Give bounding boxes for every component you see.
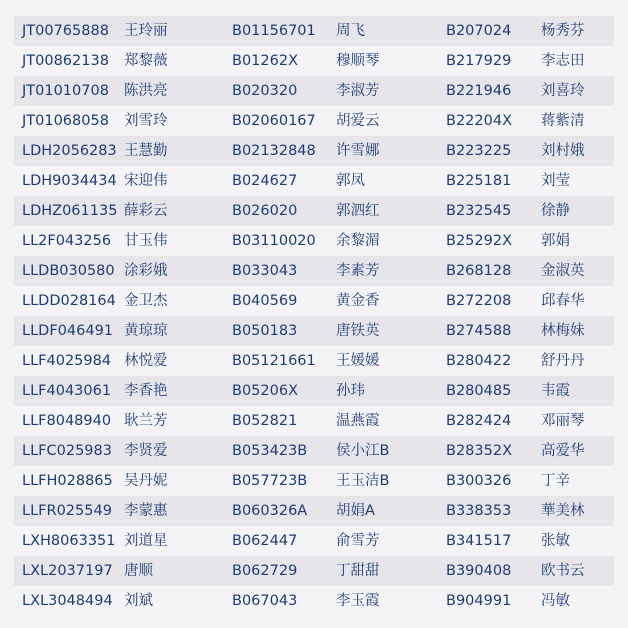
cell-name-2: 黄金香 xyxy=(336,293,380,309)
cell-id-2: B02132848 xyxy=(232,143,316,159)
cell-id-3: B28352X xyxy=(446,443,513,459)
cell-id-3: B300326 xyxy=(446,473,512,489)
cell-name-3: 刘村娥 xyxy=(541,143,585,159)
cell-id-1: LXL3048494 xyxy=(22,593,113,609)
cell-name-3: 刘莹 xyxy=(541,173,570,189)
cell-id-2: B020320 xyxy=(232,83,298,99)
cell-id-3: B282424 xyxy=(446,413,512,429)
cell-id-1: LLDF046491 xyxy=(22,323,114,339)
cell-id-1: JT00765888 xyxy=(22,23,109,39)
cell-name-1: 薛彩云 xyxy=(124,203,168,219)
table-row xyxy=(14,526,614,556)
cell-name-3: 金淑英 xyxy=(541,263,585,279)
table-row xyxy=(14,316,614,346)
cell-name-1: 李贤爱 xyxy=(124,443,168,459)
table-row xyxy=(14,46,614,76)
cell-id-1: LL2F043256 xyxy=(22,233,112,249)
table-row xyxy=(14,196,614,226)
cell-id-3: B280485 xyxy=(446,383,512,399)
cell-name-1: 林悦爱 xyxy=(124,353,168,369)
cell-id-1: LDHZ061135 xyxy=(22,203,118,219)
cell-id-3: B223225 xyxy=(446,143,512,159)
table-row xyxy=(14,496,614,526)
cell-id-1: LLF4043061 xyxy=(22,383,112,399)
table-row xyxy=(14,226,614,256)
table-row xyxy=(14,166,614,196)
cell-name-1: 吴丹妮 xyxy=(124,473,168,489)
table-row xyxy=(14,106,614,136)
table-row xyxy=(14,76,614,106)
cell-id-2: B050183 xyxy=(232,323,298,339)
name-list-table xyxy=(14,16,614,616)
cell-name-1: 唐顺 xyxy=(124,563,153,579)
cell-name-2: 胡娟A xyxy=(336,503,375,519)
cell-name-1: 金卫杰 xyxy=(124,293,168,309)
cell-name-1: 王玲丽 xyxy=(124,23,168,39)
cell-name-2: 许雪娜 xyxy=(336,143,380,159)
cell-name-2: 穆顺琴 xyxy=(336,53,380,69)
cell-name-2: 温燕霞 xyxy=(336,413,380,429)
table-row xyxy=(14,286,614,316)
cell-name-3: 高爱华 xyxy=(541,443,585,459)
cell-name-1: 李香艳 xyxy=(124,383,168,399)
cell-name-1: 涂彩娥 xyxy=(124,263,168,279)
cell-id-3: B274588 xyxy=(446,323,512,339)
cell-name-2: 李玉霞 xyxy=(336,593,380,609)
cell-id-2: B03110020 xyxy=(232,233,316,249)
table-row xyxy=(14,136,614,166)
cell-name-3: 林梅妹 xyxy=(541,323,585,339)
cell-name-1: 刘雪玲 xyxy=(124,113,168,129)
cell-id-2: B057723B xyxy=(232,473,308,489)
cell-name-3: 李志田 xyxy=(541,53,585,69)
table-row xyxy=(14,256,614,286)
cell-id-2: B062729 xyxy=(232,563,298,579)
cell-id-2: B040569 xyxy=(232,293,298,309)
table-row xyxy=(14,466,614,496)
cell-id-3: B272208 xyxy=(446,293,512,309)
cell-name-2: 李素芳 xyxy=(336,263,380,279)
cell-id-3: B217929 xyxy=(446,53,512,69)
cell-id-2: B01156701 xyxy=(232,23,316,39)
cell-id-2: B05121661 xyxy=(232,353,316,369)
cell-name-1: 刘斌 xyxy=(124,593,153,609)
cell-name-2: 李淑芳 xyxy=(336,83,380,99)
cell-id-3: B904991 xyxy=(446,593,512,609)
cell-id-1: LDH9034434 xyxy=(22,173,117,189)
cell-name-3: 徐静 xyxy=(541,203,570,219)
cell-id-3: B268128 xyxy=(446,263,512,279)
cell-name-2: 郭泗红 xyxy=(336,203,380,219)
cell-name-1: 宋迎伟 xyxy=(124,173,168,189)
cell-id-2: B062447 xyxy=(232,533,298,549)
cell-name-2: 唐铁英 xyxy=(336,323,380,339)
cell-id-3: B225181 xyxy=(446,173,512,189)
cell-id-3: B280422 xyxy=(446,353,512,369)
cell-id-3: B207024 xyxy=(446,23,512,39)
cell-name-3: 欧书云 xyxy=(541,563,585,579)
cell-name-3: 丁辛 xyxy=(541,473,570,489)
cell-id-1: LLFC025983 xyxy=(22,443,112,459)
cell-name-2: 胡爱云 xyxy=(336,113,380,129)
cell-id-1: LLDD028164 xyxy=(22,293,116,309)
cell-name-2: 周飞 xyxy=(336,23,365,39)
cell-name-2: 侯小江B xyxy=(336,443,390,459)
cell-name-2: 郭凤 xyxy=(336,173,365,189)
cell-name-3: 刘喜玲 xyxy=(541,83,585,99)
cell-name-3: 舒丹丹 xyxy=(541,353,585,369)
cell-name-3: 華美林 xyxy=(541,503,585,519)
cell-name-3: 蒋紫清 xyxy=(541,113,585,129)
cell-id-2: B053423B xyxy=(232,443,308,459)
cell-id-2: B067043 xyxy=(232,593,298,609)
cell-id-2: B052821 xyxy=(232,413,298,429)
cell-name-2: 孙玮 xyxy=(336,383,365,399)
cell-id-1: JT00862138 xyxy=(22,53,109,69)
cell-id-1: LLFR025549 xyxy=(22,503,112,519)
cell-id-1: LXL2037197 xyxy=(22,563,113,579)
cell-id-2: B026020 xyxy=(232,203,298,219)
cell-id-1: LDH2056283 xyxy=(22,143,117,159)
cell-name-1: 李蒙惠 xyxy=(124,503,168,519)
cell-id-1: JT01068058 xyxy=(22,113,109,129)
cell-name-3: 邓丽琴 xyxy=(541,413,585,429)
cell-id-1: LLF4025984 xyxy=(22,353,112,369)
cell-name-1: 耿兰芳 xyxy=(124,413,168,429)
table-row xyxy=(14,586,614,616)
cell-name-3: 张敏 xyxy=(541,533,570,549)
cell-name-1: 王慧勤 xyxy=(124,143,168,159)
cell-id-3: B22204X xyxy=(446,113,513,129)
cell-id-3: B232545 xyxy=(446,203,512,219)
cell-id-3: B338353 xyxy=(446,503,512,519)
cell-name-3: 郭娟 xyxy=(541,233,570,249)
cell-name-2: 王玉洁B xyxy=(336,473,390,489)
cell-name-1: 刘道星 xyxy=(124,533,168,549)
cell-name-1: 黄琼琼 xyxy=(124,323,168,339)
cell-id-3: B25292X xyxy=(446,233,513,249)
table-row xyxy=(14,16,614,46)
cell-id-2: B060326A xyxy=(232,503,308,519)
cell-id-1: LLFH028865 xyxy=(22,473,113,489)
cell-id-1: LLF8048940 xyxy=(22,413,112,429)
cell-name-3: 韦霞 xyxy=(541,383,570,399)
cell-name-2: 王媛媛 xyxy=(336,353,380,369)
cell-id-1: JT01010708 xyxy=(22,83,109,99)
cell-name-3: 杨秀芬 xyxy=(541,23,585,39)
table-row xyxy=(14,376,614,406)
cell-id-3: B390408 xyxy=(446,563,512,579)
cell-name-3: 邱春华 xyxy=(541,293,585,309)
cell-name-1: 郑黎薇 xyxy=(124,53,168,69)
cell-id-1: LXH8063351 xyxy=(22,533,116,549)
table-row xyxy=(14,346,614,376)
cell-id-2: B02060167 xyxy=(232,113,316,129)
cell-id-1: LLDB030580 xyxy=(22,263,115,279)
cell-id-2: B05206X xyxy=(232,383,299,399)
cell-id-2: B024627 xyxy=(232,173,298,189)
cell-id-3: B221946 xyxy=(446,83,512,99)
cell-id-2: B033043 xyxy=(232,263,298,279)
cell-name-3: 冯敏 xyxy=(541,593,570,609)
cell-name-2: 余黎湄 xyxy=(336,233,380,249)
cell-name-2: 丁甜甜 xyxy=(336,563,380,579)
cell-id-2: B01262X xyxy=(232,53,299,69)
table-row xyxy=(14,556,614,586)
table-row xyxy=(14,406,614,436)
cell-name-2: 俞雪芳 xyxy=(336,533,380,549)
cell-name-1: 陈洪亮 xyxy=(124,83,168,99)
table-row xyxy=(14,436,614,466)
cell-id-3: B341517 xyxy=(446,533,512,549)
cell-name-1: 甘玉伟 xyxy=(124,233,168,249)
